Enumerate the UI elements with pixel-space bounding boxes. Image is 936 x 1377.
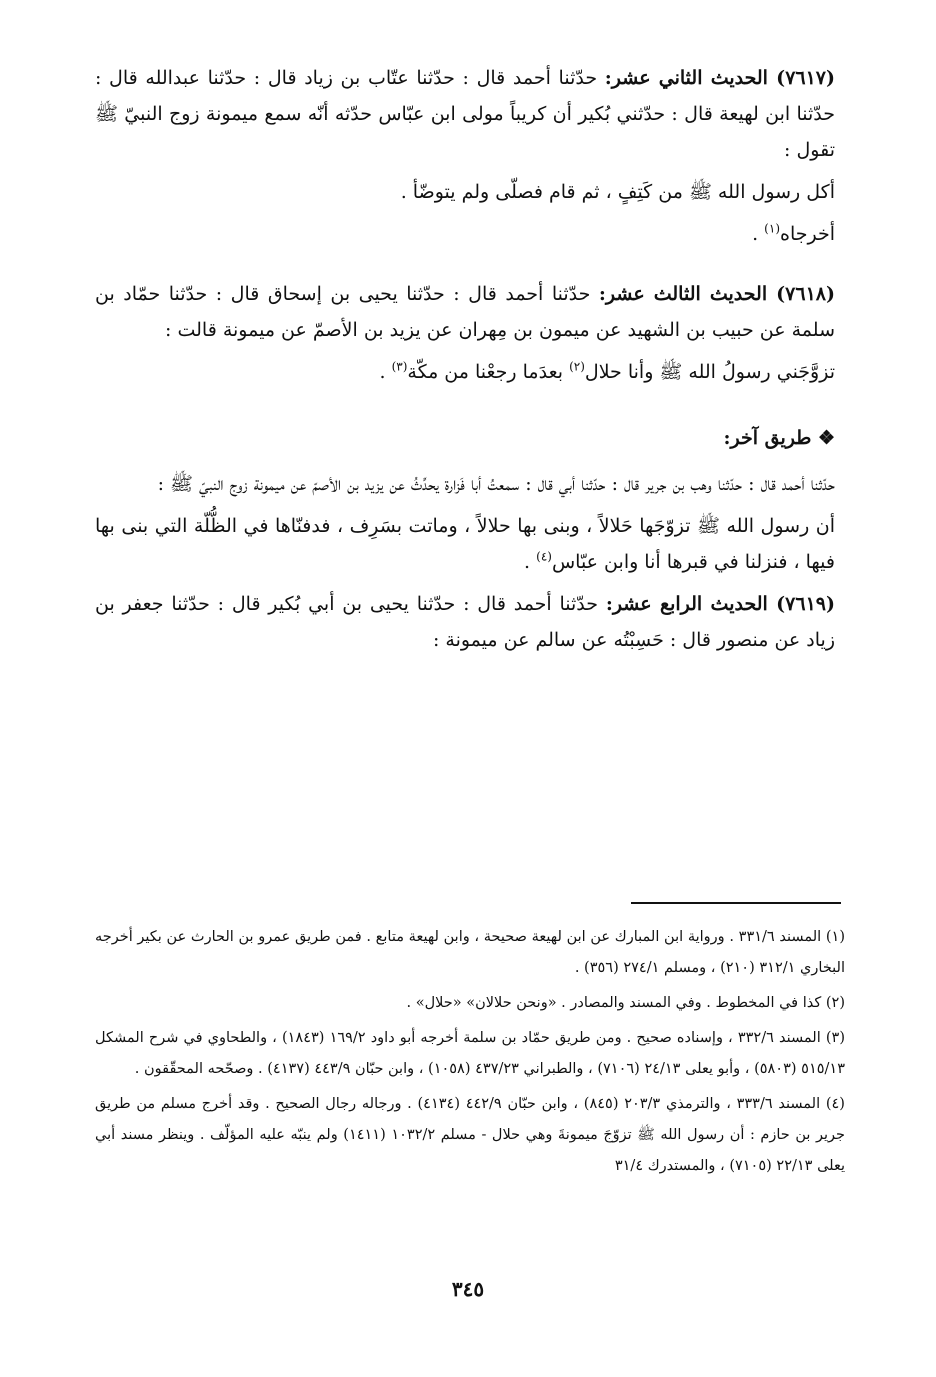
tariq-akhar-heading: ❖ طريق آخر:	[723, 427, 835, 449]
hadith-7618-isnad	[95, 276, 835, 348]
matn-part-a: تزوَّجَني رسولُ الله ﷺ وأنا حلال	[584, 361, 835, 383]
footnote-ref-3[interactable]: (٣)	[391, 359, 408, 374]
hadith-7617-matn: أكل رسول الله ﷺ من كَتِفٍ ، ثم قام فصلّى ولم يتوضّأ .	[400, 181, 835, 203]
footnote-4: (٤) المسند ٣٣٣/٦ ، والترمذي ٢٠٣/٣ (٨٤٥) ، وابن حبّان ٤٤٢/٩ (٤١٣٤) . ورجاله رجال الصحيح . وقد أخرج مسلم من طريق جرير بن حازم : أن رسول الله ﷺ تزوّجَ ميمونةَ وهي حلال - مسلم ١٠٣٢/٢ (١٤١١) ولم ينبّه عليه المؤلّف . وينظر مسند أبي يعلى ٢٢/١٣ (٧١٠٥) ، والمستدرك ٣١/٤	[95, 1096, 845, 1174]
takhrij-text: أخرجاه	[780, 223, 835, 245]
hadith-7619-title: (٧٦١٩) الحديث الرابع عشر:	[605, 593, 835, 615]
hadith-7619-isnad-text: حدّثنا أحمد قال : حدّثنا يحيى بن أبي بُكير قال : حدّثنا جعفر بن زياد عن منصور قال : حَسِبْتُه عن سالم عن ميمونة :	[95, 593, 835, 651]
takhrij-end: .	[752, 223, 765, 245]
hadith-7618-isnad-text: حدّثنا أحمد قال : حدّثنا يحيى بن إسحاق قال : حدّثنا حمّاد بن سلمة عن حبيب بن الشهيد عن ميمون بن مِهران عن يزيد بن الأصمّ عن ميمونة قالت :	[95, 283, 835, 341]
footnotes	[95, 922, 845, 1186]
page-number: ٣٤٥	[451, 1277, 485, 1301]
hadith-7619-isnad	[95, 586, 835, 658]
matn-part-b: بعدَما رجعْنا من مكّة	[407, 361, 570, 383]
tariq-matn-end: .	[524, 551, 537, 573]
hadith-7617-isnad-text: حدّثنا أحمد قال : حدّثنا عتّاب بن زياد قال : حدّثنا عبدالله قال : حدّثنا ابن لهيعة قال : حدّثني بُكير أن كريباً مولى ابن عبّاس حدّثه أنّه سمع ميمونة زوج النبيّ ﷺ تقول :	[95, 67, 835, 161]
hadith-7617-title: (٧٦١٧) الحديث الثاني عشر:	[604, 67, 836, 89]
matn-end: .	[379, 361, 392, 383]
main-text	[95, 60, 835, 664]
footnote-separator	[631, 902, 841, 904]
hadith-7618-title: (٧٦١٨) الحديث الثالث عشر:	[598, 283, 835, 305]
footnote-ref-1[interactable]: (١)	[764, 221, 780, 236]
tariq-isnad: حدّثنا أحمد قال : حدّثنا وهب بن جرير قال : حدّثنا أبي قال : سمعتُ أبا فَزارة يحدِّثُ عن يزيد بن الأصمّ عن ميمونة زوج النبيّ ﷺ :	[157, 473, 835, 495]
hadith-7617-takhrij	[95, 216, 835, 252]
footnote-3: (٣) المسند ٣٣٢/٦ ، وإسناده صحيح . ومن طريق حمّاد بن سلمة أخرجه أبو داود ١٦٩/٢ (١٨٤٣) ، والطحاوي في شرح المشكل ٥١٥/١٣ (٥٨٠٣) ، وأبو يعلى ٢٤/١٣ (٧١٠٦) ، والطبراني ٤٣٧/٢٣ (١٠٥٨) ، وابن حبّان ٤٤٣/٩ (٤١٣٧) . وصحّحه المحقّقون .	[95, 1030, 845, 1077]
footnote-2: (٢) كذا في المخطوط . وفي المسند والمصادر . «ونحن حلالان» «حلال» .	[406, 995, 845, 1011]
footnote-ref-2[interactable]: (٢)	[569, 359, 585, 374]
hadith-7617-isnad	[95, 60, 835, 168]
hadith-7618-matn	[95, 354, 835, 390]
tariq-matn-text: أن رسول الله ﷺ تزوّجَها حَلالاً ، وبنى بها حلالاً ، وماتت بسَرِف ، فدفنّاها في الظُّلّة التي بنى بها فيها ، فنزلنا في قبرها أنا وابن عبّاس	[95, 515, 835, 573]
footnote-1: (١) المسند ٣٣١/٦ . ورواية ابن المبارك عن ابن لهيعة صحيحة ، وابن لهيعة متابع . فمن طريق عمرو بن الحارث عن بكير أخرجه البخاري ٣١٢/١ (٢١٠) ، ومسلم ٢٧٤/١ (٣٥٦) .	[95, 929, 845, 976]
tariq-matn	[95, 508, 835, 580]
footnote-ref-4[interactable]: (٤)	[536, 549, 552, 564]
